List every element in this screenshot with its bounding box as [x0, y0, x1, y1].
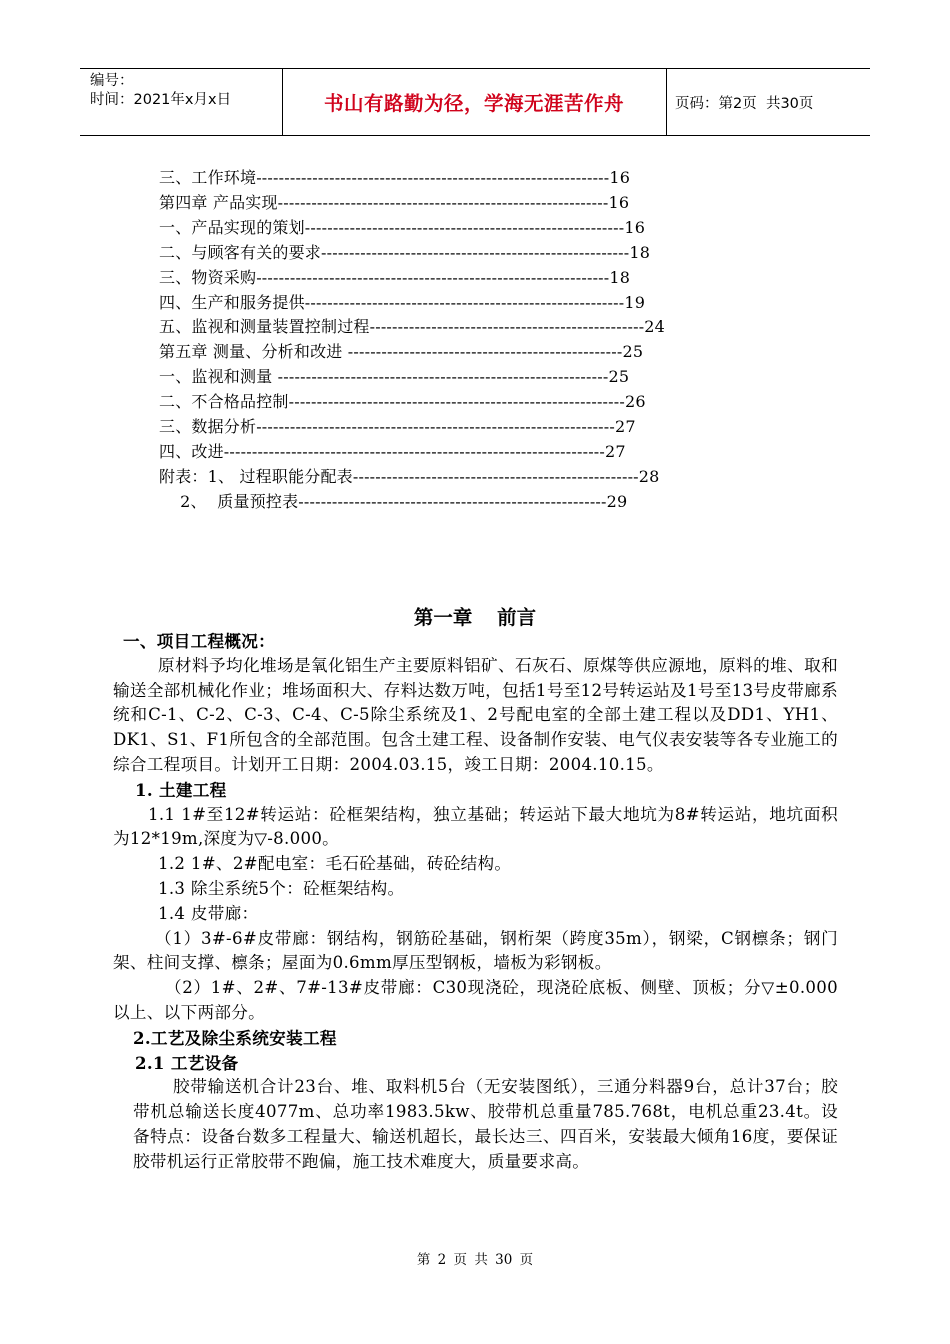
header-page-info: 页码：第2页 共30页 — [675, 95, 814, 112]
page-header — [80, 68, 870, 136]
item-1-4-1: （1）3#-6#皮带廊：钢结构，钢筋砼基础，钢桁架（跨度35m），钢梁，C钢檩条；钢门架、柱间支撑、檩条；屋面为0.6mm厚压型钢板，墙板为彩钢板。 — [113, 928, 838, 973]
section-heading-process: 2.工艺及除尘系统安装工程 — [133, 1027, 337, 1048]
header-meta — [90, 72, 231, 110]
table-of-contents — [159, 166, 665, 515]
item-1-1: 1.1 1#至12#转运站：砼框架结构，独立基础；转运站下最大地坑为8#转运站，地坑面积为12*19m,深度为▽-8.000。 — [113, 804, 838, 849]
toc-entry: 第四章 产品实现-----------------------------------------------------------16 — [159, 192, 630, 212]
page-footer: 第 2 页 共 30 页 — [416, 1252, 534, 1268]
toc-entry: 三、数据分析----------------------------------------------------------------27 — [159, 417, 636, 437]
item-1-4-2: （2）1#、2#、7#-13#皮带廊：C30现浇砼，现浇砼底板、侧壁、顶板；分▽±0.000以上、以下两部分。 — [113, 978, 838, 1022]
toc-entry: 一、产品实现的策划---------------------------------------------------------16 — [159, 217, 646, 237]
equipment-paragraph: 胶带输送机合计23台、堆、取料机5台（无安装图纸），三通分料器9台，总计37台；胶带机总输送长度4077m、总功率1983.5kw、胶带机总重量785.768t，电机总重23.4t。设备特点：设备台数多工程量大、输送机超长，最长达三、四百米，安装最大倾角16度，要保证胶带机运行正常胶带不跑偏，施工技术难度大，质量要求高。 — [133, 1077, 838, 1171]
toc-entry: 二、不合格品控制------------------------------------------------------------26 — [159, 392, 646, 412]
item-1-4: 1.4 皮带廊： — [158, 903, 259, 923]
header-motto: 书山有路勤为径，学海无涯苦作舟 — [323, 92, 624, 115]
toc-entry: 第五章 测量、分析和改进 -------------------------------------------------25 — [159, 342, 644, 362]
item-1-2: 1.2 1#、2#配电室：毛石砼基础，砖砼结构。 — [158, 854, 512, 874]
item-1-3: 1.3 除尘系统5个：砼框架结构。 — [158, 878, 405, 898]
section-heading-overview: 一、项目工程概况： — [123, 631, 276, 651]
toc-entry: 三、物资采购---------------------------------------------------------------18 — [159, 267, 631, 287]
toc-entry: 三、工作环境---------------------------------------------------------------16 — [159, 168, 631, 187]
chapter-title: 第一章 前言 — [413, 606, 537, 629]
overview-paragraph: 原材料予均化堆场是氧化铝生产主要原料铝矿、石灰石、原煤等供应源地，原料的堆、取和输送全部机械化作业；堆场面积大、存料达数万吨，包括1号至12号转运站及1号至13号皮带廊系统和C-1、C-2、C-3、C-4、C-5除尘系统及1、2号配电室的全部土建工程以及DD1、YH1、DK1、S1、F1所包含的全部范围。包含土建工程、设备制作安装、电气仪表安装等各专业施工的综合工程项目。计划开工日期：2004.03.15，竣工日期：2004.10.15。 — [113, 655, 838, 774]
header-time: 时间：2021年x月x日 — [90, 92, 232, 108]
toc-entry: 二、与顾客有关的要求-------------------------------------------------------18 — [159, 242, 651, 262]
toc-entry: 四、改进--------------------------------------------------------------------27 — [159, 441, 626, 461]
section-heading-equipment: 2.1 工艺设备 — [135, 1052, 239, 1073]
section-heading-civil: 1. 土建工程 — [135, 779, 227, 800]
toc-entry: 五、监视和测量装置控制过程-------------------------------------------------24 — [159, 317, 666, 337]
toc-entry: 四、生产和服务提供---------------------------------------------------------19 — [159, 292, 646, 312]
toc-entry: 一、监视和测量 -----------------------------------------------------------25 — [159, 367, 630, 387]
header-number: 编号： — [90, 73, 134, 89]
toc-entry: 附表：1、 过程职能分配表---------------------------------------------------28 — [159, 466, 660, 486]
main-body — [113, 629, 838, 1175]
toc-entry: 2、 质量预控表-------------------------------------------------------29 — [159, 491, 628, 511]
